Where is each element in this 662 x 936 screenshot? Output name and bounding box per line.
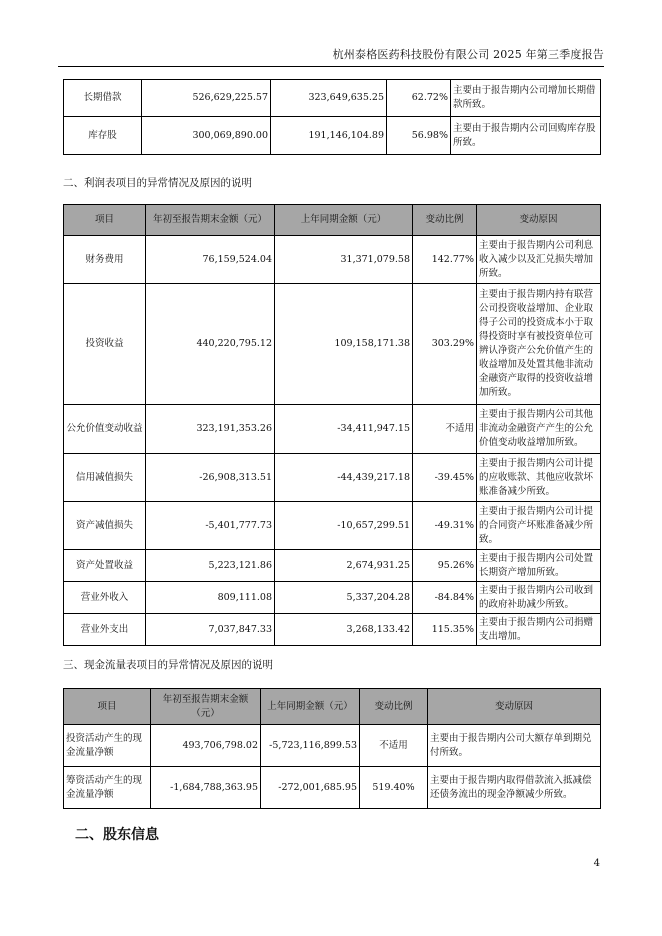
previous-amount-cell: 2,674,931.25 (275, 550, 413, 582)
change-reason-cell: 主要由于报告期内取得借款流入抵减偿还债务流出的现金净额减少所致。 (428, 767, 601, 809)
change-reason-cell: 主要由于报告期内持有联营公司投资收益增加、企业取得子公司的投资成本小于取得投资时享有被投资单位可辨认净资产公允价值产生的收益增加及处置其他非流动金融资产取得的投资收益增加所致。 (477, 284, 601, 405)
column-header: 变动比例 (413, 205, 477, 236)
table-header-row (64, 689, 601, 725)
change-reason-cell: 主要由于报告期内公司处置长期资产增加所致。 (477, 550, 601, 582)
table-row (64, 80, 601, 117)
table-row (64, 614, 601, 646)
column-header: 变动原因 (428, 689, 601, 725)
column-header: 上年同期金额（元） (275, 205, 413, 236)
table-row (64, 502, 601, 550)
current-amount-cell: 5,223,121.86 (146, 550, 275, 582)
item-cell: 投资收益 (64, 284, 146, 405)
current-amount-cell: 809,111.08 (146, 582, 275, 614)
previous-amount-cell: 323,649,635.25 (271, 80, 387, 117)
item-cell: 公允价值变动收益 (64, 405, 146, 454)
change-reason-cell: 主要由于报告期内公司增加长期借款所致。 (451, 80, 601, 117)
change-ratio-cell: 142.77% (413, 236, 477, 284)
change-ratio-cell: 不适用 (413, 405, 477, 454)
table-row (64, 405, 601, 454)
current-amount-cell: -5,401,777.73 (146, 502, 275, 550)
previous-amount-cell: 3,268,133.42 (275, 614, 413, 646)
report-header-title: 杭州泰格医药科技股份有限公司 2025 年第三季度报告 (332, 48, 604, 61)
column-header: 变动比例 (360, 689, 428, 725)
change-ratio-cell: 95.26% (413, 550, 477, 582)
current-amount-cell: 76,159,524.04 (146, 236, 275, 284)
item-cell: 财务费用 (64, 236, 146, 284)
item-cell: 库存股 (64, 117, 142, 155)
current-amount-cell: 440,220,795.12 (146, 284, 275, 405)
previous-amount-cell: -272,001,685.95 (261, 767, 360, 809)
table-header-row (64, 205, 601, 236)
previous-amount-cell: -44,439,217.18 (275, 454, 413, 502)
page-number: 4 (593, 858, 600, 869)
table-row (64, 582, 601, 614)
change-reason-cell: 主要由于报告期内公司捐赠支出增加。 (477, 614, 601, 646)
column-header: 项目 (64, 205, 146, 236)
change-reason-cell: 主要由于报告期内公司利息收入减少以及汇兑损失增加所致。 (477, 236, 601, 284)
previous-amount-cell: 5,337,204.28 (275, 582, 413, 614)
change-ratio-cell: 303.29% (413, 284, 477, 405)
balance-sheet-table (63, 79, 601, 155)
table-row (64, 550, 601, 582)
change-reason-cell: 主要由于报告期内公司计提的应收账款、其他应收款坏账准备减少所致。 (477, 454, 601, 502)
change-reason-cell: 主要由于报告期内公司收到的政府补助减少所致。 (477, 582, 601, 614)
change-reason-cell: 主要由于报告期内公司其他非流动金融资产产生的公允价值变动收益增加所致。 (477, 405, 601, 454)
section-title-cashflow: 三、现金流量表项目的异常情况及原因的说明 (63, 659, 273, 671)
change-ratio-cell: 62.72% (387, 80, 451, 117)
current-amount-cell: 7,037,847.33 (146, 614, 275, 646)
change-ratio-cell: -39.45% (413, 454, 477, 502)
section-heading-shareholders: 二、股东信息 (75, 827, 159, 843)
item-cell: 长期借款 (64, 80, 142, 117)
column-header: 上年同期金额（元） (261, 689, 360, 725)
item-cell: 信用减值损失 (64, 454, 146, 502)
item-cell: 投资活动产生的现金流量净额 (64, 725, 151, 767)
change-ratio-cell: 不适用 (360, 725, 428, 767)
current-amount-cell: 493,706,798.02 (151, 725, 261, 767)
change-ratio-cell: 56.98% (387, 117, 451, 155)
item-cell: 筹资活动产生的现金流量净额 (64, 767, 151, 809)
section-title-income: 二、利润表项目的异常情况及原因的说明 (63, 177, 252, 189)
previous-amount-cell: -10,657,299.51 (275, 502, 413, 550)
column-header: 年初至报告期末金额（元） (151, 689, 261, 725)
change-reason-cell: 主要由于报告期内公司计提的合同资产坏账准备减少所致。 (477, 502, 601, 550)
change-ratio-cell: -49.31% (413, 502, 477, 550)
change-ratio-cell: -84.84% (413, 582, 477, 614)
current-amount-cell: -26,908,313.51 (146, 454, 275, 502)
table-row (64, 725, 601, 767)
table-row (64, 117, 601, 155)
change-ratio-cell: 115.35% (413, 614, 477, 646)
item-cell: 营业外支出 (64, 614, 146, 646)
current-amount-cell: 526,629,225.57 (142, 80, 271, 117)
item-cell: 资产减值损失 (64, 502, 146, 550)
current-amount-cell: 323,191,353.26 (146, 405, 275, 454)
previous-amount-cell: -5,723,116,899.53 (261, 725, 360, 767)
current-amount-cell: 300,069,890.00 (142, 117, 271, 155)
item-cell: 营业外收入 (64, 582, 146, 614)
income-statement-table (63, 204, 601, 646)
table-row (64, 284, 601, 405)
table-row (64, 454, 601, 502)
change-ratio-cell: 519.40% (360, 767, 428, 809)
previous-amount-cell: 109,158,171.38 (275, 284, 413, 405)
previous-amount-cell: -34,411,947.15 (275, 405, 413, 454)
column-header: 年初至报告期末金额（元） (146, 205, 275, 236)
column-header: 变动原因 (477, 205, 601, 236)
current-amount-cell: -1,684,788,363.95 (151, 767, 261, 809)
table-row (64, 236, 601, 284)
column-header: 项目 (64, 689, 151, 725)
header-divider (58, 66, 604, 67)
previous-amount-cell: 31,371,079.58 (275, 236, 413, 284)
change-reason-cell: 主要由于报告期内公司大额存单到期兑付所致。 (428, 725, 601, 767)
table-row (64, 767, 601, 809)
previous-amount-cell: 191,146,104.89 (271, 117, 387, 155)
change-reason-cell: 主要由于报告期内公司回购库存股所致。 (451, 117, 601, 155)
item-cell: 资产处置收益 (64, 550, 146, 582)
cash-flow-table (63, 688, 601, 809)
